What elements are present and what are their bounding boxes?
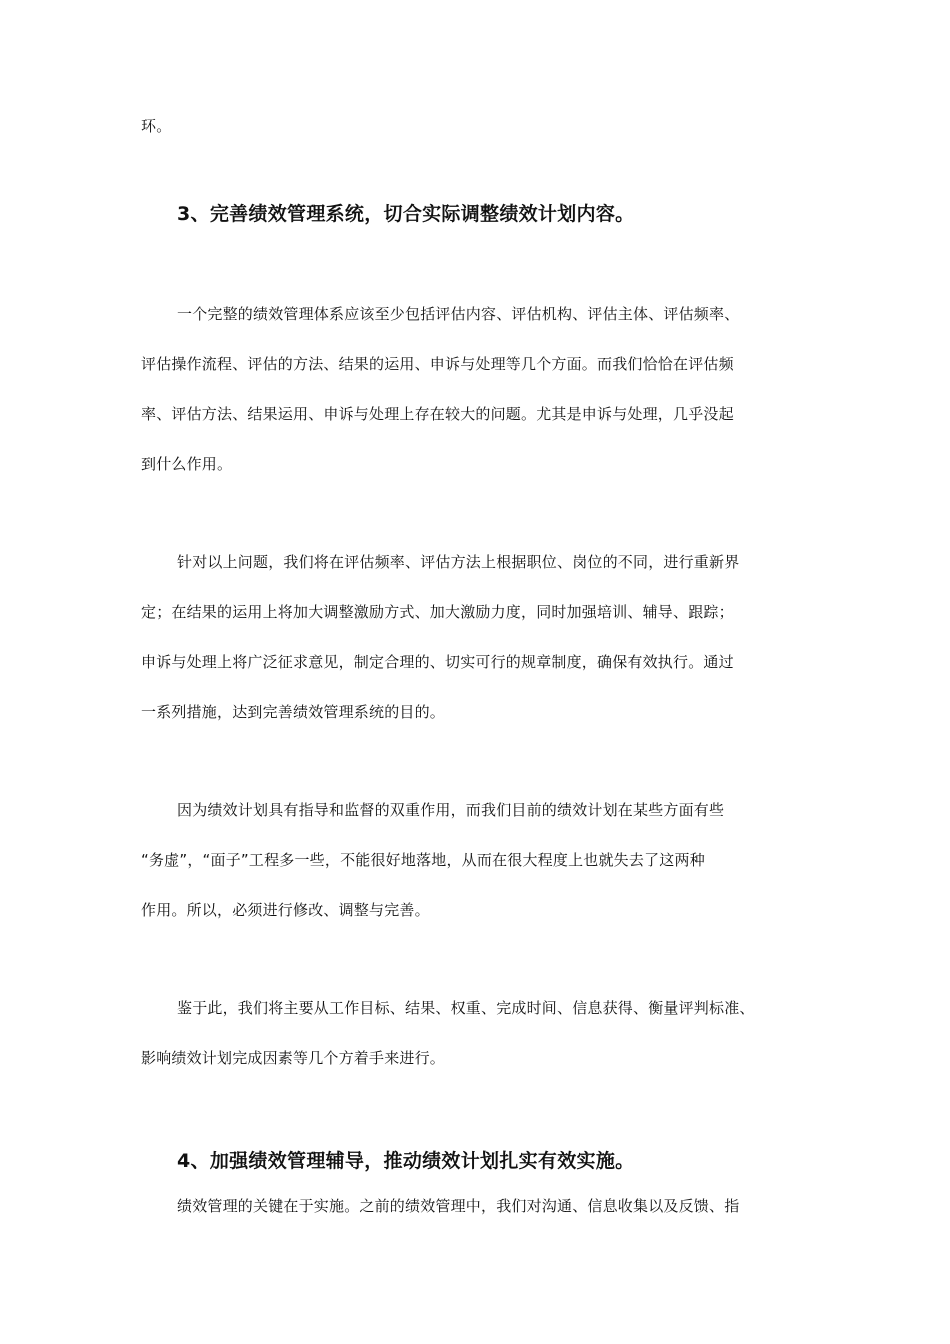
paragraph-fragment-top: 环。 <box>141 117 172 135</box>
paragraph-line: 一系列措施，达到完善绩效管理系统的目的。 <box>141 703 446 721</box>
paragraph-line: 因为绩效计划具有指导和监督的双重作用，而我们目前的绩效计划在某些方面有些 <box>177 801 725 819</box>
paragraph-line: 鉴于此，我们将主要从工作目标、结果、权重、完成时间、信息获得、衡量评判标准、 <box>177 999 755 1017</box>
paragraph-line: 到什么作用。 <box>141 455 233 473</box>
section-3-heading: 3、完善绩效管理系统，切合实际调整绩效计划内容。 <box>177 203 635 225</box>
paragraph-line: 一个完整的绩效管理体系应该至少包括评估内容、评估机构、评估主体、评估频率、 <box>177 305 740 323</box>
paragraph-line: 绩效管理的关键在于实施。之前的绩效管理中，我们对沟通、信息收集以及反馈、指 <box>177 1197 740 1215</box>
paragraph-line: 评估操作流程、评估的方法、结果的运用、申诉与处理等几个方面。而我们恰恰在评估频 <box>141 355 734 373</box>
paragraph-line: 作用。所以，必须进行修改、调整与完善。 <box>141 901 430 919</box>
paragraph-line: 定；在结果的运用上将加大调整激励方式、加大激励力度，同时加强培训、辅导、跟踪； <box>141 603 734 621</box>
section-4-heading: 4、加强绩效管理辅导，推动绩效计划扎实有效实施。 <box>177 1150 635 1172</box>
paragraph-line: 申诉与处理上将广泛征求意见，制定合理的、切实可行的规章制度，确保有效执行。通过 <box>141 653 734 671</box>
paragraph-line: “务虚”，“面子”工程多一些，不能很好地落地，从而在很大程度上也就失去了这两种 <box>141 851 705 869</box>
paragraph-line: 针对以上问题，我们将在评估频率、评估方法上根据职位、岗位的不同，进行重新界 <box>177 553 740 571</box>
paragraph-line: 影响绩效计划完成因素等几个方着手来进行。 <box>141 1049 446 1067</box>
paragraph-line: 率、评估方法、结果运用、申诉与处理上存在较大的问题。尤其是申诉与处理，几乎没起 <box>141 405 734 423</box>
